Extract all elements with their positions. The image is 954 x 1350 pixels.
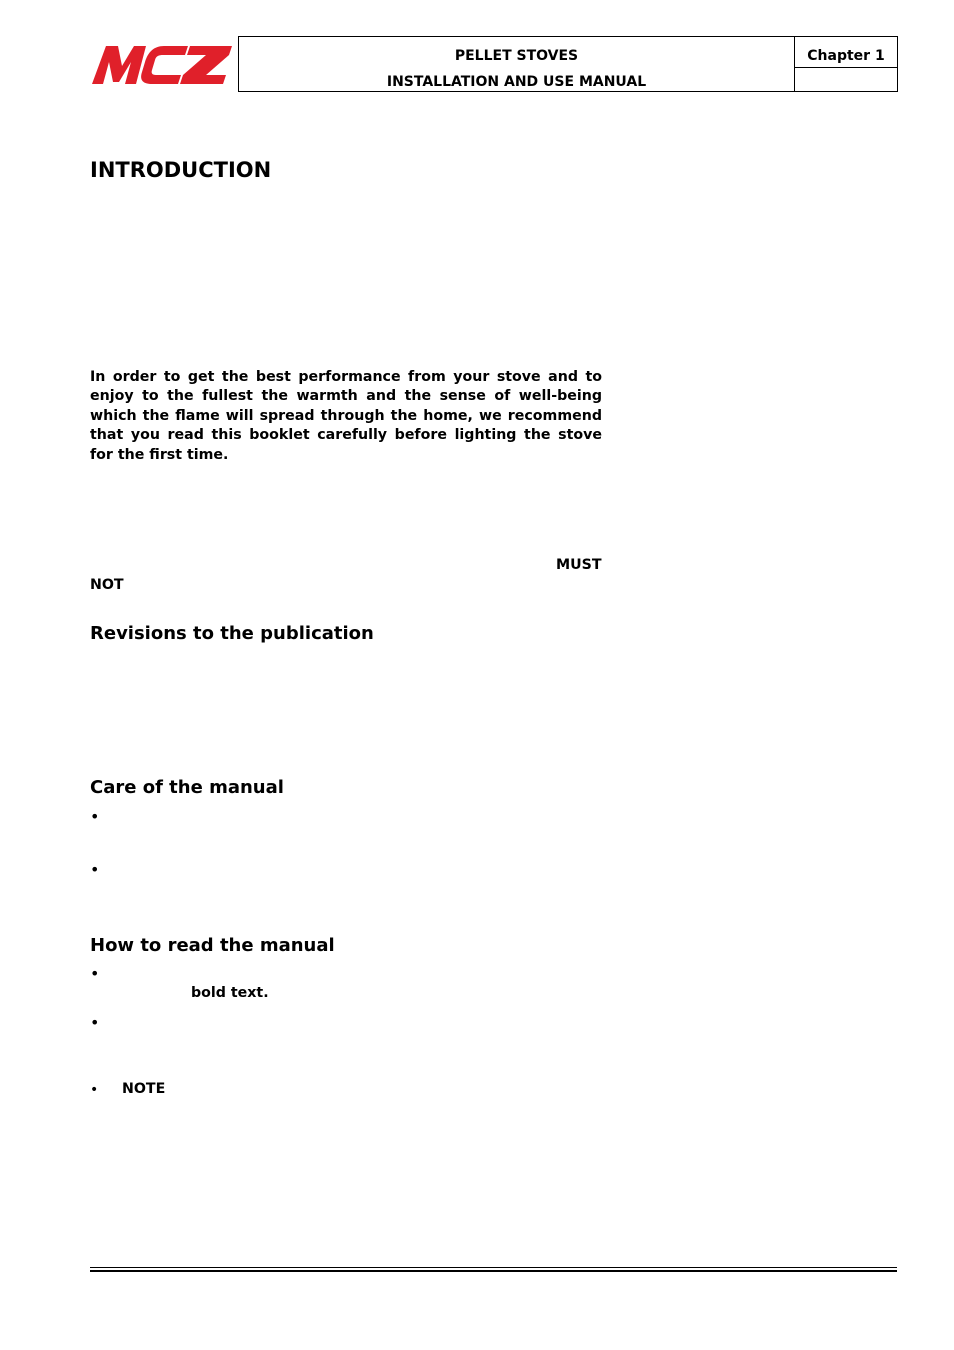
footer-rule-thin: [90, 1267, 897, 1268]
header-chapter-box: [795, 36, 898, 92]
mcz-logo-mark: [92, 46, 232, 84]
bullet-read-1: •: [90, 964, 100, 983]
bullet-care-1: •: [90, 807, 100, 826]
heading-revisions: Revisions to the publication: [90, 623, 374, 644]
chapter-divider: [795, 67, 897, 68]
bold-text-label: bold text.: [191, 985, 269, 1001]
bullet-read-2: •: [90, 1013, 100, 1032]
page-title: INTRODUCTION: [90, 158, 272, 182]
heading-how-to-read: How to read the manual: [90, 935, 335, 956]
chapter-label: Chapter 1: [807, 48, 885, 64]
bullet-care-2: •: [90, 860, 100, 879]
header-line-2: INSTALLATION AND USE MANUAL: [386, 74, 647, 90]
emphasis-must: MUST: [556, 557, 602, 573]
header-title-box: [238, 36, 795, 92]
intro-paragraph: In order to get the best performance from your stove and to enjoy to the fullest the warmth and the sense of well-being which the flame will spread through the home, we recommend that you read this booklet carefully before lighting the stove for the first time.: [90, 369, 602, 463]
header-line-1: PELLET STOVES: [454, 48, 579, 64]
bullet-read-3: •: [90, 1082, 99, 1098]
heading-care: Care of the manual: [90, 777, 284, 798]
mcz-logo: [92, 44, 232, 86]
footer-rule-thick: [90, 1270, 897, 1272]
note-label: NOTE: [122, 1081, 166, 1097]
emphasis-not: NOT: [90, 577, 124, 593]
